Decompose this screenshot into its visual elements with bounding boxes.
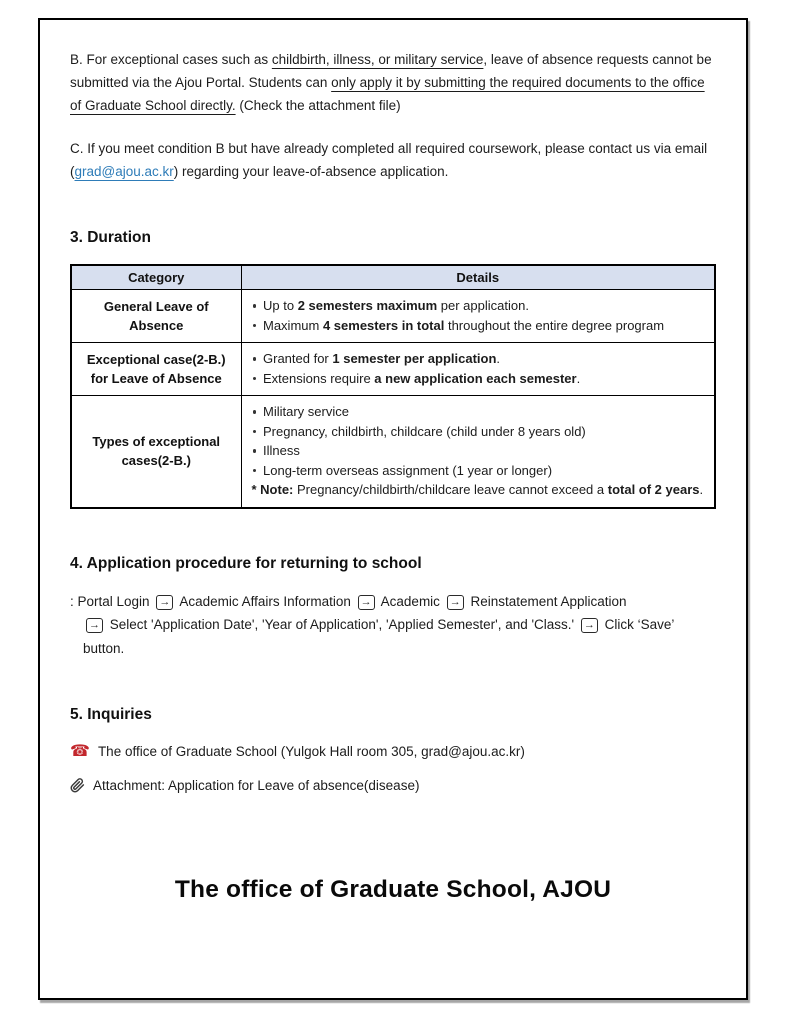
detail-item xyxy=(250,402,707,422)
category-cell: Types of exceptional cases(2-B.) xyxy=(71,396,241,508)
detail-text: Long-term overseas assignment (1 year or longer) xyxy=(263,462,553,478)
bullet-dot-icon xyxy=(253,304,257,308)
attachment-text: Attachment: Application for Leave of absence(disease) xyxy=(93,778,420,793)
footer-title: The office of Graduate School, AJOU xyxy=(174,876,612,903)
section-5-heading: 5. Inquiries xyxy=(70,706,152,723)
category-cell: Exceptional case(2-B.) for Leave of Absence xyxy=(71,343,241,396)
detail-item xyxy=(250,296,707,316)
detail-item xyxy=(250,422,707,442)
bullet-dot-icon xyxy=(253,449,257,453)
detail-text: Granted for 1 semester per application. xyxy=(263,351,501,366)
column-header-category: Category xyxy=(71,265,241,290)
detail-item xyxy=(250,349,707,369)
bullet-dot-icon xyxy=(253,377,257,381)
attachment-line xyxy=(70,775,716,796)
details-cell xyxy=(241,343,715,396)
detail-text: Pregnancy, childbirth, childcare (child under 8 years old) xyxy=(263,423,586,439)
category-cell: General Leave of Absence xyxy=(71,290,241,343)
bullet-dot-icon xyxy=(253,410,257,414)
section-3-heading: 3. Duration xyxy=(70,229,151,246)
table-row-types-of-cases xyxy=(71,396,715,508)
detail-text: Up to 2 semesters maximum per application. xyxy=(263,298,529,313)
boxed-arrow-icon: → xyxy=(86,618,103,633)
column-header-details: Details xyxy=(241,265,715,290)
inquiry-text: The office of Graduate School (Yulgok Hall room 305, grad@ajou.ac.kr) xyxy=(97,744,525,759)
table-header-row xyxy=(71,265,715,290)
detail-text: Maximum 4 semesters in total throughout the entire degree program xyxy=(263,317,665,333)
section-4-heading: 4. Application procedure for returning to school xyxy=(70,554,422,572)
boxed-arrow-icon: → xyxy=(156,595,173,610)
detail-item xyxy=(250,461,707,481)
boxed-arrow-icon: → xyxy=(581,618,598,633)
procedure-line-1: : Portal Login → Academic Affairs Information → Academic → Reinstatement Application xyxy=(70,593,627,609)
bullet-dot-icon xyxy=(253,357,257,361)
detail-text: Extensions require a new application each semester. xyxy=(263,370,581,386)
details-cell xyxy=(241,396,715,508)
detail-text: Illness xyxy=(263,443,300,458)
table-row-general-leave xyxy=(71,290,715,343)
procedure-line-2: → Select 'Application Date', 'Year of Application', 'Applied Semester', and 'Class.' → Click ‘Save’ button. xyxy=(83,617,674,656)
detail-item xyxy=(250,441,707,461)
phone-icon: ☎ xyxy=(70,742,90,760)
detail-item xyxy=(250,316,707,336)
details-cell xyxy=(241,290,715,343)
inquiry-office-line xyxy=(70,741,716,762)
detail-item xyxy=(250,369,707,389)
paragraph-b: B. For exceptional cases such as childbirth, illness, or military service, leave of absence requests cannot be submitted via the Ajou Portal. Students can only apply it by submitting the required documents to the office of Graduate School directly. (Check the attachment file) xyxy=(70,52,712,113)
detail-text: Military service xyxy=(263,404,349,419)
table-note: * Note: Pregnancy/childbirth/childcare leave cannot exceed a total of 2 years. xyxy=(251,482,704,497)
table-row-exceptional-case xyxy=(71,343,715,396)
boxed-arrow-icon: → xyxy=(358,595,375,610)
boxed-arrow-icon: → xyxy=(447,595,464,610)
document-page xyxy=(38,18,748,1000)
paperclip-icon xyxy=(70,778,85,793)
paragraph-c: C. If you meet condition B but have already completed all required coursework, please contact us via email (grad@ajou.ac.kr) regarding your leave-of-absence application. xyxy=(70,141,708,179)
bullet-dot-icon xyxy=(253,430,257,434)
bullet-dot-icon xyxy=(253,469,257,473)
email-link[interactable]: grad@ajou.ac.kr xyxy=(74,164,174,179)
duration-table xyxy=(70,264,716,509)
bullet-dot-icon xyxy=(253,324,257,328)
